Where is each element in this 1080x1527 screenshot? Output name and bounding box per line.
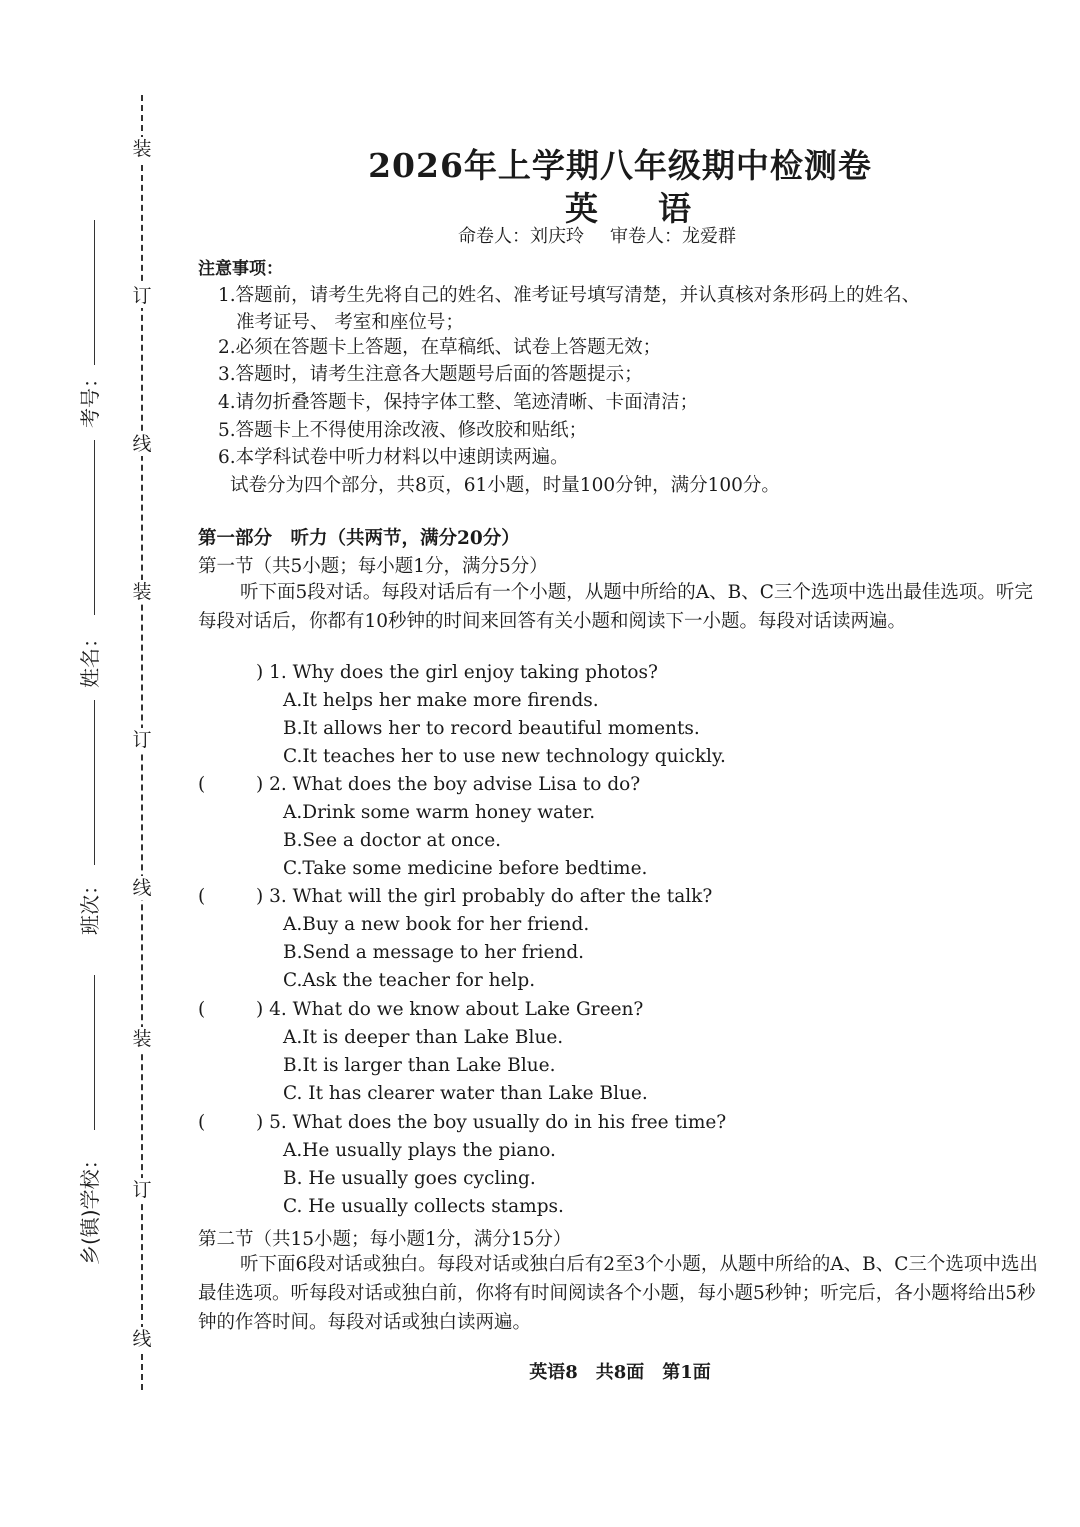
option-b: B.It allows her to record beautiful moments. bbox=[283, 718, 700, 739]
reviewer: 审卷人：龙爱群 bbox=[610, 226, 736, 247]
question-stem: ) 1. Why does the girl enjoy taking photos? bbox=[256, 662, 658, 683]
question-stem: ) 4. What do we know about Lake Green? bbox=[256, 999, 644, 1020]
notice-item: 6.本学科试卷中听力材料以中速朗读两遍。 bbox=[218, 447, 569, 468]
answer-bracket[interactable]: ( bbox=[198, 999, 206, 1020]
exam-no-line[interactable] bbox=[94, 220, 95, 365]
option-b: B.It is larger than Lake Blue. bbox=[283, 1055, 556, 1076]
option-a: A.Drink some warm honey water. bbox=[283, 802, 596, 823]
option-a: A.Buy a new book for her friend. bbox=[283, 914, 590, 935]
option-b: B.See a doctor at once. bbox=[283, 830, 502, 851]
exam-no-field bbox=[60, 368, 120, 628]
option-a: A.It is deeper than Lake Blue. bbox=[283, 1027, 564, 1048]
option-c: C.It teaches her to use new technology quickly. bbox=[283, 746, 726, 767]
subject-title: 英语 bbox=[565, 189, 751, 228]
name-line-top[interactable] bbox=[94, 440, 95, 615]
option-a: A.It helps her make more firends. bbox=[283, 690, 599, 711]
notice-item: 准考证号、 考室和座位号； bbox=[236, 312, 464, 333]
class-line-top[interactable] bbox=[94, 700, 95, 865]
notice-item: 4.请勿折叠答题卡，保持字体工整、笔迹清晰、卡面清洁； bbox=[218, 392, 699, 413]
question-3 bbox=[198, 886, 712, 907]
section2-intro: 听下面6段对话或独白。每段对话或独白后有2至3个小题，从题中所给的A、B、C三个选项中选出最佳选项。听每段对话或独白前，你将有时间阅读各个小题，每小题5秒钟；听完后，各小题将给出5秒钟的作答时间。每段对话或独白读两遍。 bbox=[198, 1254, 1038, 1333]
notice-item: 3.答题时，请考生注意各大题题号后面的答题提示； bbox=[218, 364, 643, 385]
option-c: C. It has clearer water than Lake Blue. bbox=[283, 1083, 648, 1104]
option-c: C.Ask the teacher for help. bbox=[283, 970, 536, 991]
section2-heading: 第二节（共15小题；每小题1分，满分15分） bbox=[198, 1229, 572, 1250]
section1-intro: 听下面5段对话。每段对话后有一个小题，从题中所给的A、B、C三个选项中选出最佳选项。听完每段对话后，你都有10秒钟的时间来回答有关小题和阅读下一小题。每段对话读两遍。 bbox=[198, 582, 1033, 632]
section1-heading: 第一节（共5小题；每小题1分，满分5分） bbox=[198, 556, 548, 577]
binding-char: 线 bbox=[130, 1327, 154, 1351]
notice-heading: 注意事项： bbox=[198, 259, 283, 279]
question-stem: ) 2. What does the boy advise Lisa to do? bbox=[256, 774, 641, 795]
notice-item: 2.必须在答题卡上答题，在草稿纸、试卷上答题无效； bbox=[218, 337, 662, 358]
question-stem: ) 3. What will the girl probably do after the talk? bbox=[256, 886, 713, 907]
option-c: C. He usually collects stamps. bbox=[283, 1196, 564, 1217]
part1-heading: 第一部分 听力（共两节，满分20分） bbox=[198, 528, 520, 549]
school-label: 乡(镇)学校： bbox=[78, 1149, 102, 1265]
option-c: C.Take some medicine before bedtime. bbox=[283, 858, 648, 879]
authors-line bbox=[458, 222, 762, 248]
notice-item: 1.答题前，请考生先将自己的姓名、准考证号填写清楚，并认真核对条形码上的姓名、 bbox=[218, 285, 921, 306]
question-1 bbox=[198, 662, 658, 683]
page-footer: 英语8 共8面 第1面 bbox=[529, 1362, 711, 1383]
answer-bracket[interactable]: ( bbox=[198, 774, 206, 795]
answer-bracket[interactable]: ( bbox=[198, 886, 206, 907]
option-b: B.Send a message to her friend. bbox=[283, 942, 585, 963]
option-a: A.He usually plays the piano. bbox=[283, 1140, 556, 1161]
exam-no-label: 考号： bbox=[78, 368, 102, 428]
setter: 命卷人：刘庆玲 bbox=[458, 226, 584, 247]
binding-char: 装 bbox=[130, 1027, 154, 1051]
binding-char: 线 bbox=[130, 876, 154, 900]
binding-char: 装 bbox=[130, 137, 154, 161]
question-stem: ) 5. What does the boy usually do in his free time? bbox=[256, 1112, 727, 1133]
option-b: B. He usually goes cycling. bbox=[283, 1168, 536, 1189]
binding-char: 订 bbox=[130, 728, 154, 752]
name-field bbox=[60, 628, 120, 888]
question-2 bbox=[198, 774, 640, 795]
exam-title: 2026年上学期八年级期中检测卷 bbox=[368, 146, 872, 185]
name-label: 姓名： bbox=[78, 628, 102, 688]
class-field bbox=[60, 875, 120, 1135]
binding-char: 订 bbox=[130, 1178, 154, 1202]
notice-item: 5.答题卡上不得使用涂改液、修改胶和贴纸； bbox=[218, 420, 588, 441]
question-5 bbox=[198, 1112, 726, 1133]
binding-char: 订 bbox=[130, 284, 154, 308]
answer-bracket[interactable]: ( bbox=[198, 1112, 206, 1133]
binding-char: 线 bbox=[130, 432, 154, 456]
question-4 bbox=[198, 999, 643, 1020]
class-label: 班次： bbox=[78, 875, 102, 935]
notice-summary: 试卷分为四个部分，共8页，61小题，时量100分钟，满分100分。 bbox=[230, 475, 780, 496]
binding-char: 装 bbox=[130, 580, 154, 604]
school-line-top[interactable] bbox=[94, 975, 95, 1130]
